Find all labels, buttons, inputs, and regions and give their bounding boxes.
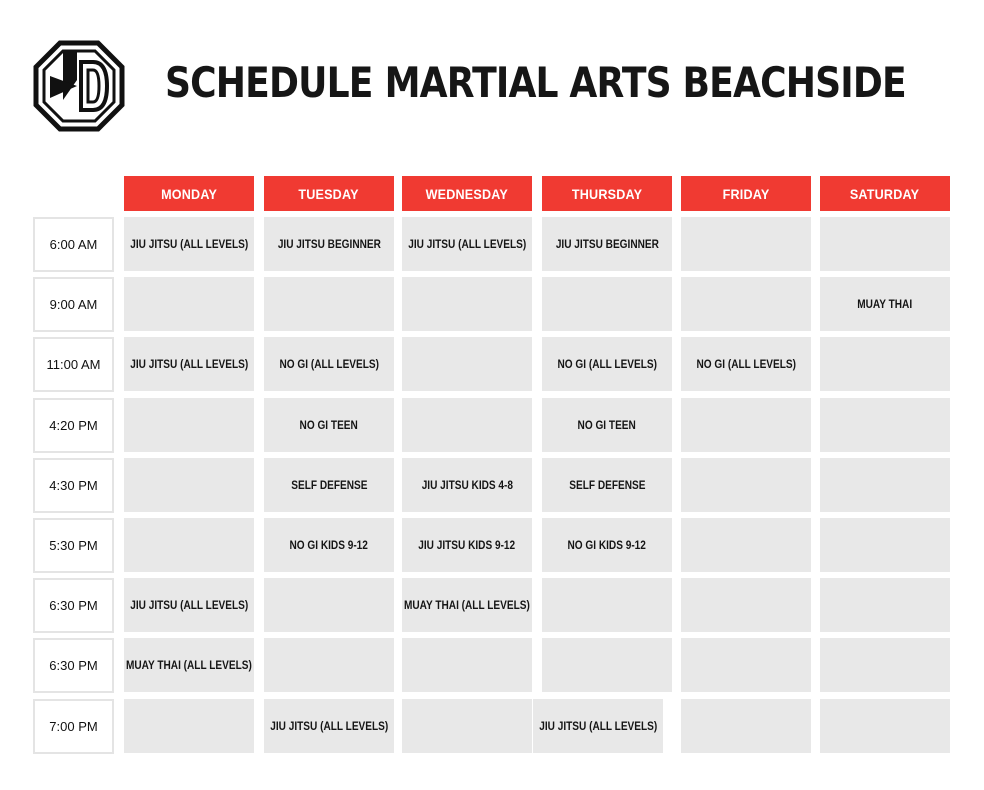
class-slot: NO GI KIDS 9-12: [264, 518, 394, 572]
class-slot: JIU JITSU (ALL LEVELS): [402, 217, 532, 271]
class-slot: JIU JITSU (ALL LEVELS): [124, 217, 254, 271]
empty-slot: [402, 699, 532, 753]
empty-slot: [264, 638, 394, 692]
time-slot-label: 6:00 AM: [33, 217, 114, 272]
empty-slot: [820, 217, 950, 271]
empty-slot: [681, 398, 811, 452]
empty-slot: [264, 277, 394, 331]
empty-slot: [681, 699, 811, 753]
empty-slot: [681, 458, 811, 512]
empty-slot: [681, 217, 811, 271]
title-location: MARTIAL ARTS BEACHSIDE: [384, 57, 906, 107]
empty-slot: [402, 277, 532, 331]
class-slot: NO GI (ALL LEVELS): [542, 337, 672, 391]
empty-slot: [820, 638, 950, 692]
empty-slot: [681, 518, 811, 572]
empty-slot: [542, 578, 672, 632]
empty-slot: [820, 699, 950, 753]
class-slot: MUAY THAI (ALL LEVELS): [124, 638, 254, 692]
class-slot: JIU JITSU BEGINNER: [264, 217, 394, 271]
class-slot: JIU JITSU (ALL LEVELS): [533, 699, 663, 753]
empty-slot: [124, 518, 254, 572]
class-slot: NO GI (ALL LEVELS): [264, 337, 394, 391]
day-header-thursday: THURSDAY: [542, 176, 672, 211]
empty-slot: [402, 638, 532, 692]
class-slot: NO GI (ALL LEVELS): [681, 337, 811, 391]
time-slot-label: 6:30 PM: [33, 638, 114, 693]
empty-slot: [681, 277, 811, 331]
day-header-friday: FRIDAY: [681, 176, 811, 211]
class-slot: JIU JITSU (ALL LEVELS): [264, 699, 394, 753]
class-slot: JIU JITSU BEGINNER: [542, 217, 672, 271]
time-slot-label: 5:30 PM: [33, 518, 114, 573]
title-schedule: SCHEDULE: [165, 57, 373, 107]
empty-slot: [681, 578, 811, 632]
empty-slot: [402, 398, 532, 452]
time-slot-label: 7:00 PM: [33, 699, 114, 754]
class-slot: NO GI TEEN: [264, 398, 394, 452]
empty-slot: [124, 699, 254, 753]
class-slot: NO GI KIDS 9-12: [542, 518, 672, 572]
empty-slot: [681, 638, 811, 692]
empty-slot: [542, 638, 672, 692]
empty-slot: [820, 578, 950, 632]
empty-slot: [820, 518, 950, 572]
time-slot-label: 6:30 PM: [33, 578, 114, 633]
empty-slot: [124, 277, 254, 331]
class-slot: SELF DEFENSE: [542, 458, 672, 512]
empty-slot: [820, 398, 950, 452]
empty-slot: [542, 277, 672, 331]
empty-slot: [124, 398, 254, 452]
class-slot: JIU JITSU KIDS 9-12: [402, 518, 532, 572]
day-header-monday: MONDAY: [124, 176, 254, 211]
empty-slot: [820, 337, 950, 391]
day-header-saturday: SATURDAY: [820, 176, 950, 211]
class-slot: NO GI TEEN: [542, 398, 672, 452]
time-slot-label: 9:00 AM: [33, 277, 114, 332]
class-slot: SELF DEFENSE: [264, 458, 394, 512]
class-slot: JIU JITSU (ALL LEVELS): [124, 578, 254, 632]
time-slot-label: 11:00 AM: [33, 337, 114, 392]
time-slot-label: 4:20 PM: [33, 398, 114, 453]
empty-slot: [402, 337, 532, 391]
class-slot: MUAY THAI: [820, 277, 950, 331]
empty-slot: [264, 578, 394, 632]
class-slot: JIU JITSU (ALL LEVELS): [124, 337, 254, 391]
class-slot: MUAY THAI (ALL LEVELS): [402, 578, 532, 632]
day-header-tuesday: TUESDAY: [264, 176, 394, 211]
empty-slot: [124, 458, 254, 512]
empty-slot: [820, 458, 950, 512]
class-slot: JIU JITSU KIDS 4-8: [402, 458, 532, 512]
day-header-wednesday: WEDNESDAY: [402, 176, 532, 211]
time-slot-label: 4:30 PM: [33, 458, 114, 513]
